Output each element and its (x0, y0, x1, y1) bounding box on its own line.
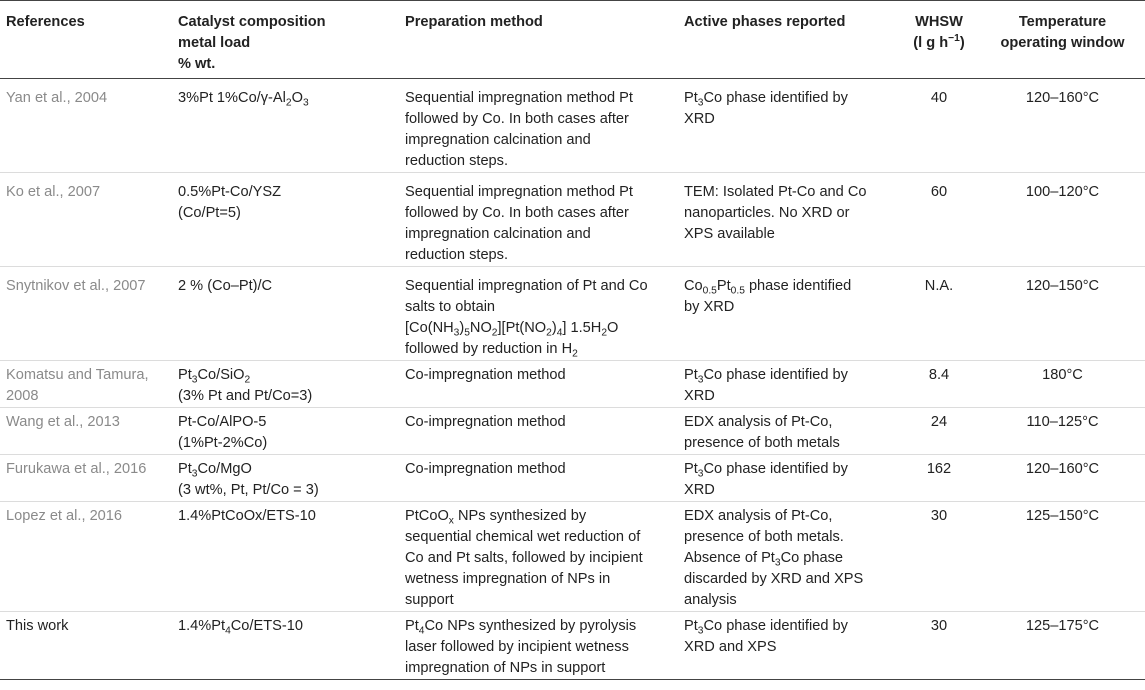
cell-text: Pt-Co/AlPO-5 (178, 414, 267, 430)
table-row (0, 455, 1145, 502)
method-cell (399, 408, 678, 455)
header-whsw-unit: (l g $h^{-1}$) (913, 32, 965, 51)
cell-text: 2 % (Co–Pt)/C (178, 278, 273, 294)
header-catalyst-composition: Catalyst composition metal load % wt. (172, 1, 399, 79)
cell-text: followed by Co. In both cases after (405, 111, 629, 127)
cell-text: (1%Pt-2%Co) (178, 435, 268, 451)
table-row (0, 79, 1145, 173)
catalyst-cell (172, 361, 399, 408)
temperature-cell (978, 502, 1145, 612)
reference-cell (0, 612, 172, 680)
cell-text: 120–150°C (1025, 278, 1100, 294)
table-row (0, 612, 1145, 680)
table-row (0, 502, 1145, 612)
header-row (0, 1, 1145, 79)
cell-text: (3 wt%, Pt, Pt/Co = 3) (178, 482, 319, 498)
cell-text: by XRD (684, 299, 735, 315)
catalyst-cell (172, 502, 399, 612)
whsw-cell (898, 361, 978, 408)
cell-text: Yan et al., 2004 (6, 90, 108, 106)
cell-text: $1.4\%Pt_4Co/ETS-10$ (178, 618, 303, 637)
cell-text: reduction steps. (405, 153, 509, 169)
temperature-cell (978, 408, 1145, 455)
cell-text: PtCoO$_x$ NPs synthesized by (405, 508, 587, 527)
cell-text: Co-impregnation method (405, 414, 566, 430)
cell-text: 162 (926, 461, 952, 477)
cell-text: $Pt_3Co$ phase identified by (684, 618, 848, 637)
table-row (0, 267, 1145, 361)
cell-text: 125–150°C (1025, 508, 1100, 524)
cell-text: wetness impregnation of NPs in (405, 571, 611, 587)
method-cell (399, 79, 678, 173)
reference-cell (0, 79, 172, 173)
cell-text: (3% Pt and Pt/Co=3) (178, 388, 313, 404)
catalyst-cell (172, 173, 399, 267)
cell-text: 110–125°C (1026, 414, 1099, 430)
cell-text: Co and Pt salts, followed by incipient (405, 550, 643, 566)
cell-text: Sequential impregnation method Pt (405, 90, 633, 106)
cell-text: followed by reduction in $H_2$ (405, 341, 578, 360)
table-row (0, 408, 1145, 455)
table-row (0, 361, 1145, 408)
temperature-cell (978, 455, 1145, 502)
cell-text: impregnation of NPs in support (405, 660, 606, 676)
cell-text: 2008 (6, 388, 39, 404)
cell-text: Furukawa et al., 2016 (6, 461, 147, 477)
cell-text: 0.5%Pt-Co/YSZ (178, 184, 282, 200)
method-cell (399, 361, 678, 408)
temperature-cell (978, 79, 1145, 173)
cell-text: 40 (930, 90, 948, 106)
method-cell (399, 267, 678, 361)
cell-text: EDX analysis of Pt-Co, (684, 508, 833, 524)
header-active-phases: Active phases reported (678, 1, 898, 79)
header-whsw: WHSW (l g $h^{-1}$) (898, 1, 978, 79)
cell-text: XRD and XPS (684, 639, 777, 655)
cell-text: discarded by XRD and XPS (684, 571, 864, 587)
method-cell (399, 173, 678, 267)
phases-cell (678, 612, 898, 680)
cell-text: 1.4%PtCoOx/ETS-10 (178, 508, 316, 524)
cell-text: EDX analysis of Pt-Co, (684, 414, 833, 430)
cell-text: Absence of $Pt_3Co$ phase (684, 550, 844, 569)
cell-text: Sequential impregnation method Pt (405, 184, 633, 200)
header-preparation-method: Preparation method (399, 1, 678, 79)
catalyst-cell (172, 455, 399, 502)
temperature-cell (978, 173, 1145, 267)
reference-cell (0, 502, 172, 612)
cell-text: XRD (684, 388, 715, 404)
cell-text: sequential chemical wet reduction of (405, 529, 641, 545)
phases-cell (678, 408, 898, 455)
cell-text: nanoparticles. No XRD or (684, 205, 850, 221)
cell-text: analysis (684, 592, 737, 608)
whsw-cell (898, 267, 978, 361)
cell-text: 60 (930, 184, 948, 200)
table-body (0, 79, 1145, 680)
cell-text: 30 (930, 508, 948, 524)
cell-text: laser followed by incipient wetness (405, 639, 629, 655)
cell-text: $[Co(NH_3)_5NO_2][Pt(NO_2)_4]$ $1.5H_2O$ (405, 320, 619, 339)
cell-text: salts to obtain (405, 299, 496, 315)
cell-text: $Pt_3Co$ phase identified by (684, 90, 848, 109)
cell-text: reduction steps. (405, 247, 509, 263)
cell-text: $Pt_4Co$ NPs synthesized by pyrolysis (405, 618, 637, 637)
cell-text: $Pt_3Co/SiO_2$ (178, 367, 251, 386)
cell-text: XPS available (684, 226, 775, 242)
cell-text: 24 (930, 414, 948, 430)
cell-text: 120–160°C (1025, 461, 1100, 477)
whsw-cell (898, 79, 978, 173)
cell-text: XRD (684, 482, 715, 498)
catalyst-cell (172, 79, 399, 173)
cell-text: Wang et al., 2013 (6, 414, 120, 430)
cell-text: Lopez et al., 2016 (6, 508, 123, 524)
catalyst-cell (172, 612, 399, 680)
cell-text: Komatsu and Tamura, (6, 367, 149, 383)
cell-text: 125–175°C (1025, 618, 1100, 634)
cell-text: followed by Co. In both cases after (405, 205, 629, 221)
cell-text: impregnation calcination and (405, 226, 591, 242)
catalyst-cell (172, 408, 399, 455)
cell-text: $Pt_3Co$/MgO (178, 461, 252, 480)
cell-text: support (405, 592, 454, 608)
cell-text: Co-impregnation method (405, 367, 566, 383)
reference-cell (0, 173, 172, 267)
cell-text: presence of both metals (684, 435, 840, 451)
method-cell (399, 612, 678, 680)
reference-cell (0, 267, 172, 361)
catalyst-cell (172, 267, 399, 361)
table-header (0, 1, 1145, 79)
cell-text: Sequential impregnation of Pt and Co (405, 278, 648, 294)
header-references: References (0, 1, 172, 79)
reference-cell (0, 408, 172, 455)
method-cell (399, 455, 678, 502)
cell-text: 3%Pt $1\%Co/\gamma-Al_2O_3$ (178, 90, 309, 109)
whsw-cell (898, 455, 978, 502)
temperature-cell (978, 267, 1145, 361)
cell-text: 180°C (1042, 367, 1083, 383)
cell-text: TEM: Isolated Pt-Co and Co (684, 184, 867, 200)
cell-text: $Pt_3Co$ phase identified by (684, 461, 848, 480)
cell-text: 100–120°C (1025, 184, 1100, 200)
cell-text: XRD (684, 111, 715, 127)
table-row (0, 173, 1145, 267)
cell-text: $Pt_3Co$ phase identified by (684, 367, 848, 386)
cell-text: 30 (930, 618, 948, 634)
reference-cell (0, 361, 172, 408)
phases-cell (678, 79, 898, 173)
phases-cell (678, 455, 898, 502)
whsw-cell (898, 173, 978, 267)
cell-text: This work (6, 618, 69, 634)
cell-text: (Co/Pt=5) (178, 205, 241, 221)
cell-text: 8.4 (928, 367, 950, 383)
whsw-cell (898, 612, 978, 680)
phases-cell (678, 267, 898, 361)
cell-text: 120–160°C (1025, 90, 1100, 106)
header-temperature: Temperature operating window (978, 1, 1145, 79)
cell-text: impregnation calcination and (405, 132, 591, 148)
whsw-cell (898, 408, 978, 455)
cell-text: presence of both metals. (684, 529, 844, 545)
cell-text: Ko et al., 2007 (6, 184, 101, 200)
reference-cell (0, 455, 172, 502)
cell-text: Co-impregnation method (405, 461, 566, 477)
method-cell (399, 502, 678, 612)
cell-text: Snytnikov et al., 2007 (6, 278, 146, 294)
cell-text: $Co_{0.5}Pt_{0.5}$ phase identified (684, 278, 852, 297)
phases-cell (678, 173, 898, 267)
temperature-cell (978, 361, 1145, 408)
temperature-cell (978, 612, 1145, 680)
cell-text: N.A. (924, 278, 954, 294)
phases-cell (678, 361, 898, 408)
whsw-cell (898, 502, 978, 612)
phases-cell (678, 502, 898, 612)
